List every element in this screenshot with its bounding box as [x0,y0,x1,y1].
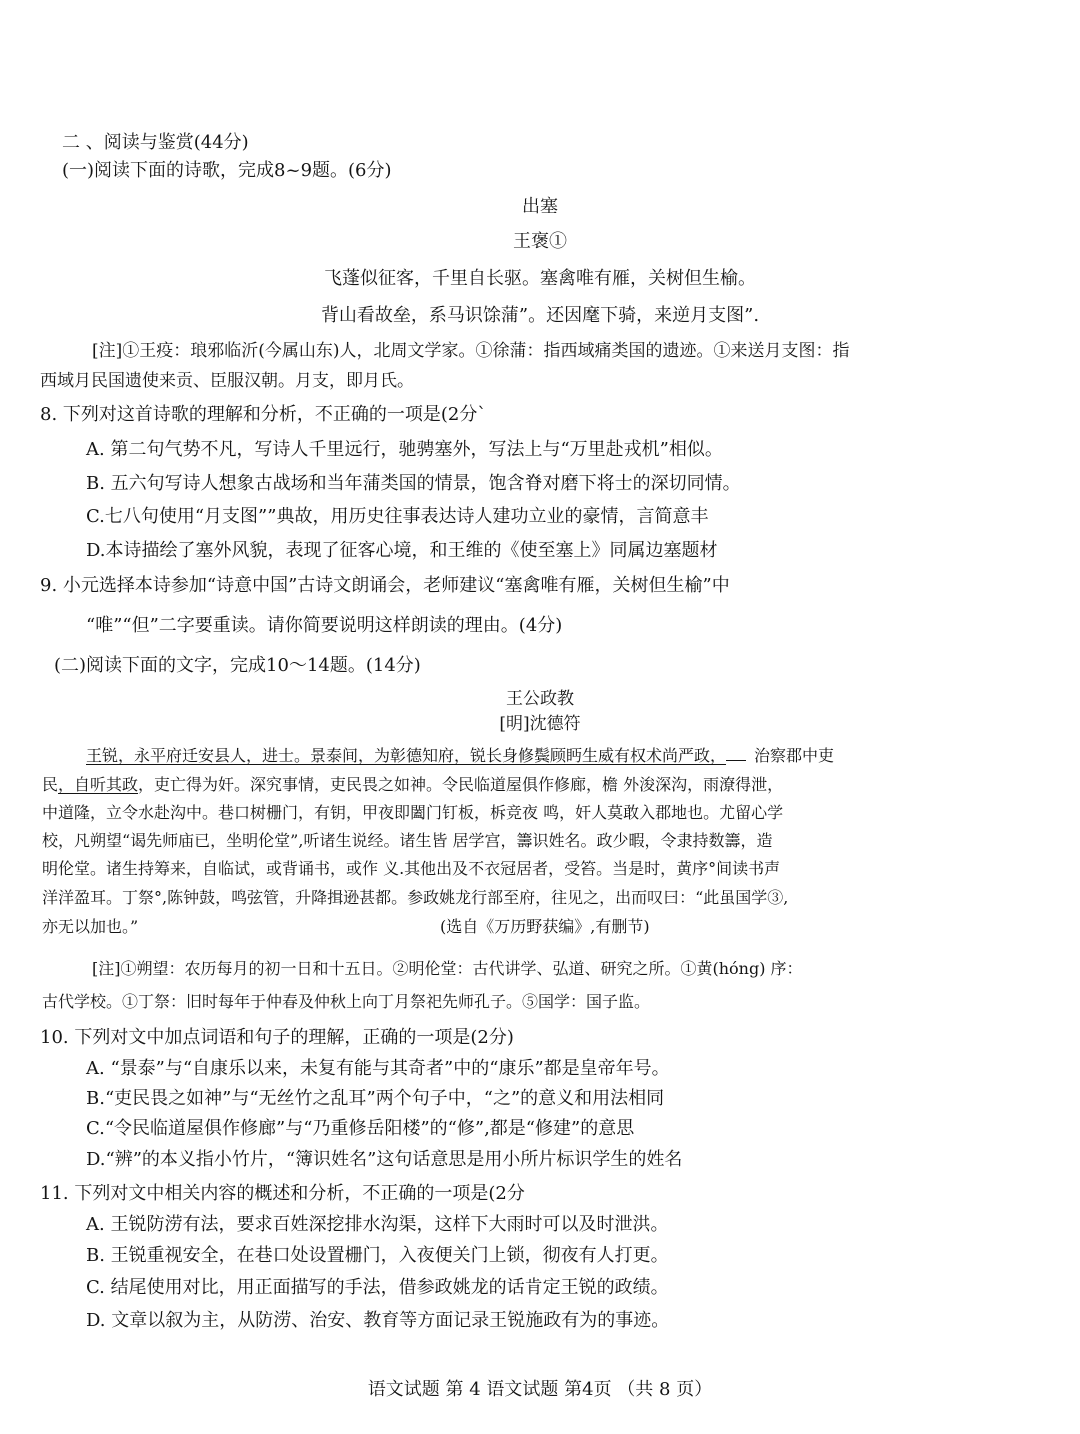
q11-option-b: B. 王锐重视安全，在巷口处设置栅门，入夜便关门上锁，彻夜有人打更。 [86,1245,669,1266]
article-line-5: 明伦堂。诸生持筹来，自临试，或背诵书，或作 义.其他出及不衣冠居者，受笞。当是时，黄序°间读书声 [42,859,781,878]
poem-line-1: 飞蓬似征客，千里自长驱。塞禽唯有雁，关树但生榆。 [324,268,756,289]
q11-option-c: C. 结尾使用对比，用正面描写的手法，借参政姚龙的话肯定王锐的政绩。 [86,1277,669,1298]
q10-option-b: B.“吏民畏之如神”与“无丝竹之乱耳”两个句子中，“之”的意义和用法相同 [86,1088,665,1109]
article-title: 王公政教 [506,689,574,709]
article-line-4: 校，凡朔望“谒先师庙已，坐明伦堂”,听诸生说经。诸生皆 居学宫，籌识姓名。政少暇，令隶持数籌，造 [42,831,773,850]
article-author: [明]沈德符 [499,714,581,734]
article-line-2-underlined: ，自听其政 [58,775,139,794]
article-line-1 [86,747,834,765]
q11-option-a: A. 王锐防涝有法，要求百姓深挖排水沟渠，这样下大雨时可以及时泄洪。 [86,1214,669,1235]
article-line-7: 亦无以加也。” [42,917,139,936]
section-heading: 二 、阅读与鉴赏(44分) [62,132,249,153]
q10-stem: 10. 下列对文中加点词语和句子的理解，正确的一项是(2分) [40,1027,514,1048]
q9-line-2: “唯”“但”二字要重读。请你简要说明这样朗读的理由。(4分) [86,615,563,636]
poem-author: 王褒① [513,231,567,252]
q8-option-d: D.本诗描绘了塞外风貌，表现了征客心境，和王维的《使至塞上》同属边塞题材 [86,540,718,561]
article-note-line-1: [注]①朔望：农历每月的初一日和十五日。②明伦堂：古代讲学、弘道、研究之所。①黄(hóng) 序： [92,959,803,978]
q9-line-1: 9. 小元选择本诗参加“诗意中国”古诗文朗诵会，老师建议“塞禽唯有雁，关树但生榆”中 [40,575,730,596]
q8-option-c: C.七八句使用“月支图””典故，用历史往事表达诗人建功立业的豪情，言简意丰 [86,506,709,527]
page-footer: 语文试题 第 4 语文试题 第4页 （共 8 页） [367,1379,713,1400]
poem-note-line-2: 西域月民国遗使来贡、臣服汉朝。月支，即月氏。 [40,371,414,391]
poem-note-line-1: [注]①王疫：琅邪临沂(今属山东)人，北周文学家。①徐蒲：指西域痛类国的遗迹。①来送月支图：指 [92,341,850,361]
q10-option-a: A. “景泰”与“自康乐以来，未复有能与其奇者”中的“康乐”都是皇帝年号。 [86,1058,670,1079]
part1-intro: (一)阅读下面的诗歌，完成8~9题。(6分) [62,160,392,181]
q10-option-d: D.“辨”的本义指小竹片，“簿识姓名”这句话意思是用小所片标识学生的姓名 [86,1149,683,1170]
article-line-2-b: ，吏亡得为奸。深究事情，吏民畏之如神。令民临道屋俱作修廊，檐 外浚深沟，雨潦得泄， [138,775,784,794]
poem-line-2: 背山看故垒，系马识馀蒲”。还因麾下骑，来逆月支图”. [320,305,760,326]
article-line-6: 洋洋盈耳。丁祭°,陈钟鼓，鸣弦管，升降揖逊甚都。参政姚龙行部至府，往见之，出而叹曰：“此虽国学③, [42,888,789,907]
q8-option-b: B. 五六句写诗人想象古战场和当年蒲类国的情景，饱含脊对磨下将士的深切同情。 [86,473,741,494]
article-line-2 [42,776,783,794]
part2-intro: (二)阅读下面的文字，完成10～14题。(14分) [54,655,421,676]
article-note-line-2: 古代学校。①丁祭：旧时每年于仲春及仲秋上向丁月祭祀先师孔子。⑤国学：国子监。 [42,992,651,1011]
article-line-3: 中道隆，立令水赴沟中。巷口树栅门，有钥，甲夜即闔门钉板，柝竞夜 鸣，奸人莫敢入郡地也。尤留心学 [42,803,784,822]
article-line-1-tail: 治察郡中吏 [754,746,835,765]
article-line-1-text: 王锐，永平府迁安县人，进士。景泰间，为彰德知府，锐长身修鬓顾眄生威有权术尚严政， [86,746,727,765]
blank-underline [726,748,746,761]
q11-stem: 11. 下列对文中相关内容的概述和分析，不正确的一项是(2分 [40,1183,525,1204]
article-source: (选自《万历野获编》,有删节) [440,917,650,936]
q8-option-a: A. 第二句气势不凡，写诗人千里远行，驰骋塞外，写法上与“万里赴戎机”相似。 [86,439,723,460]
q8-stem: 8. 下列对这首诗歌的理解和分析，不正确的一项是(2分` [40,404,487,425]
poem-title: 出塞 [522,196,558,217]
q11-option-d: D. 文章以叙为主，从防涝、治安、教育等方面记录王锐施政有为的事迹。 [86,1310,670,1331]
q10-option-c: C.“令民临道屋俱作修廊”与“乃重修岳阳楼”的“修”,都是“修建”的意思 [86,1118,635,1139]
article-line-2-a: 民 [42,775,59,794]
